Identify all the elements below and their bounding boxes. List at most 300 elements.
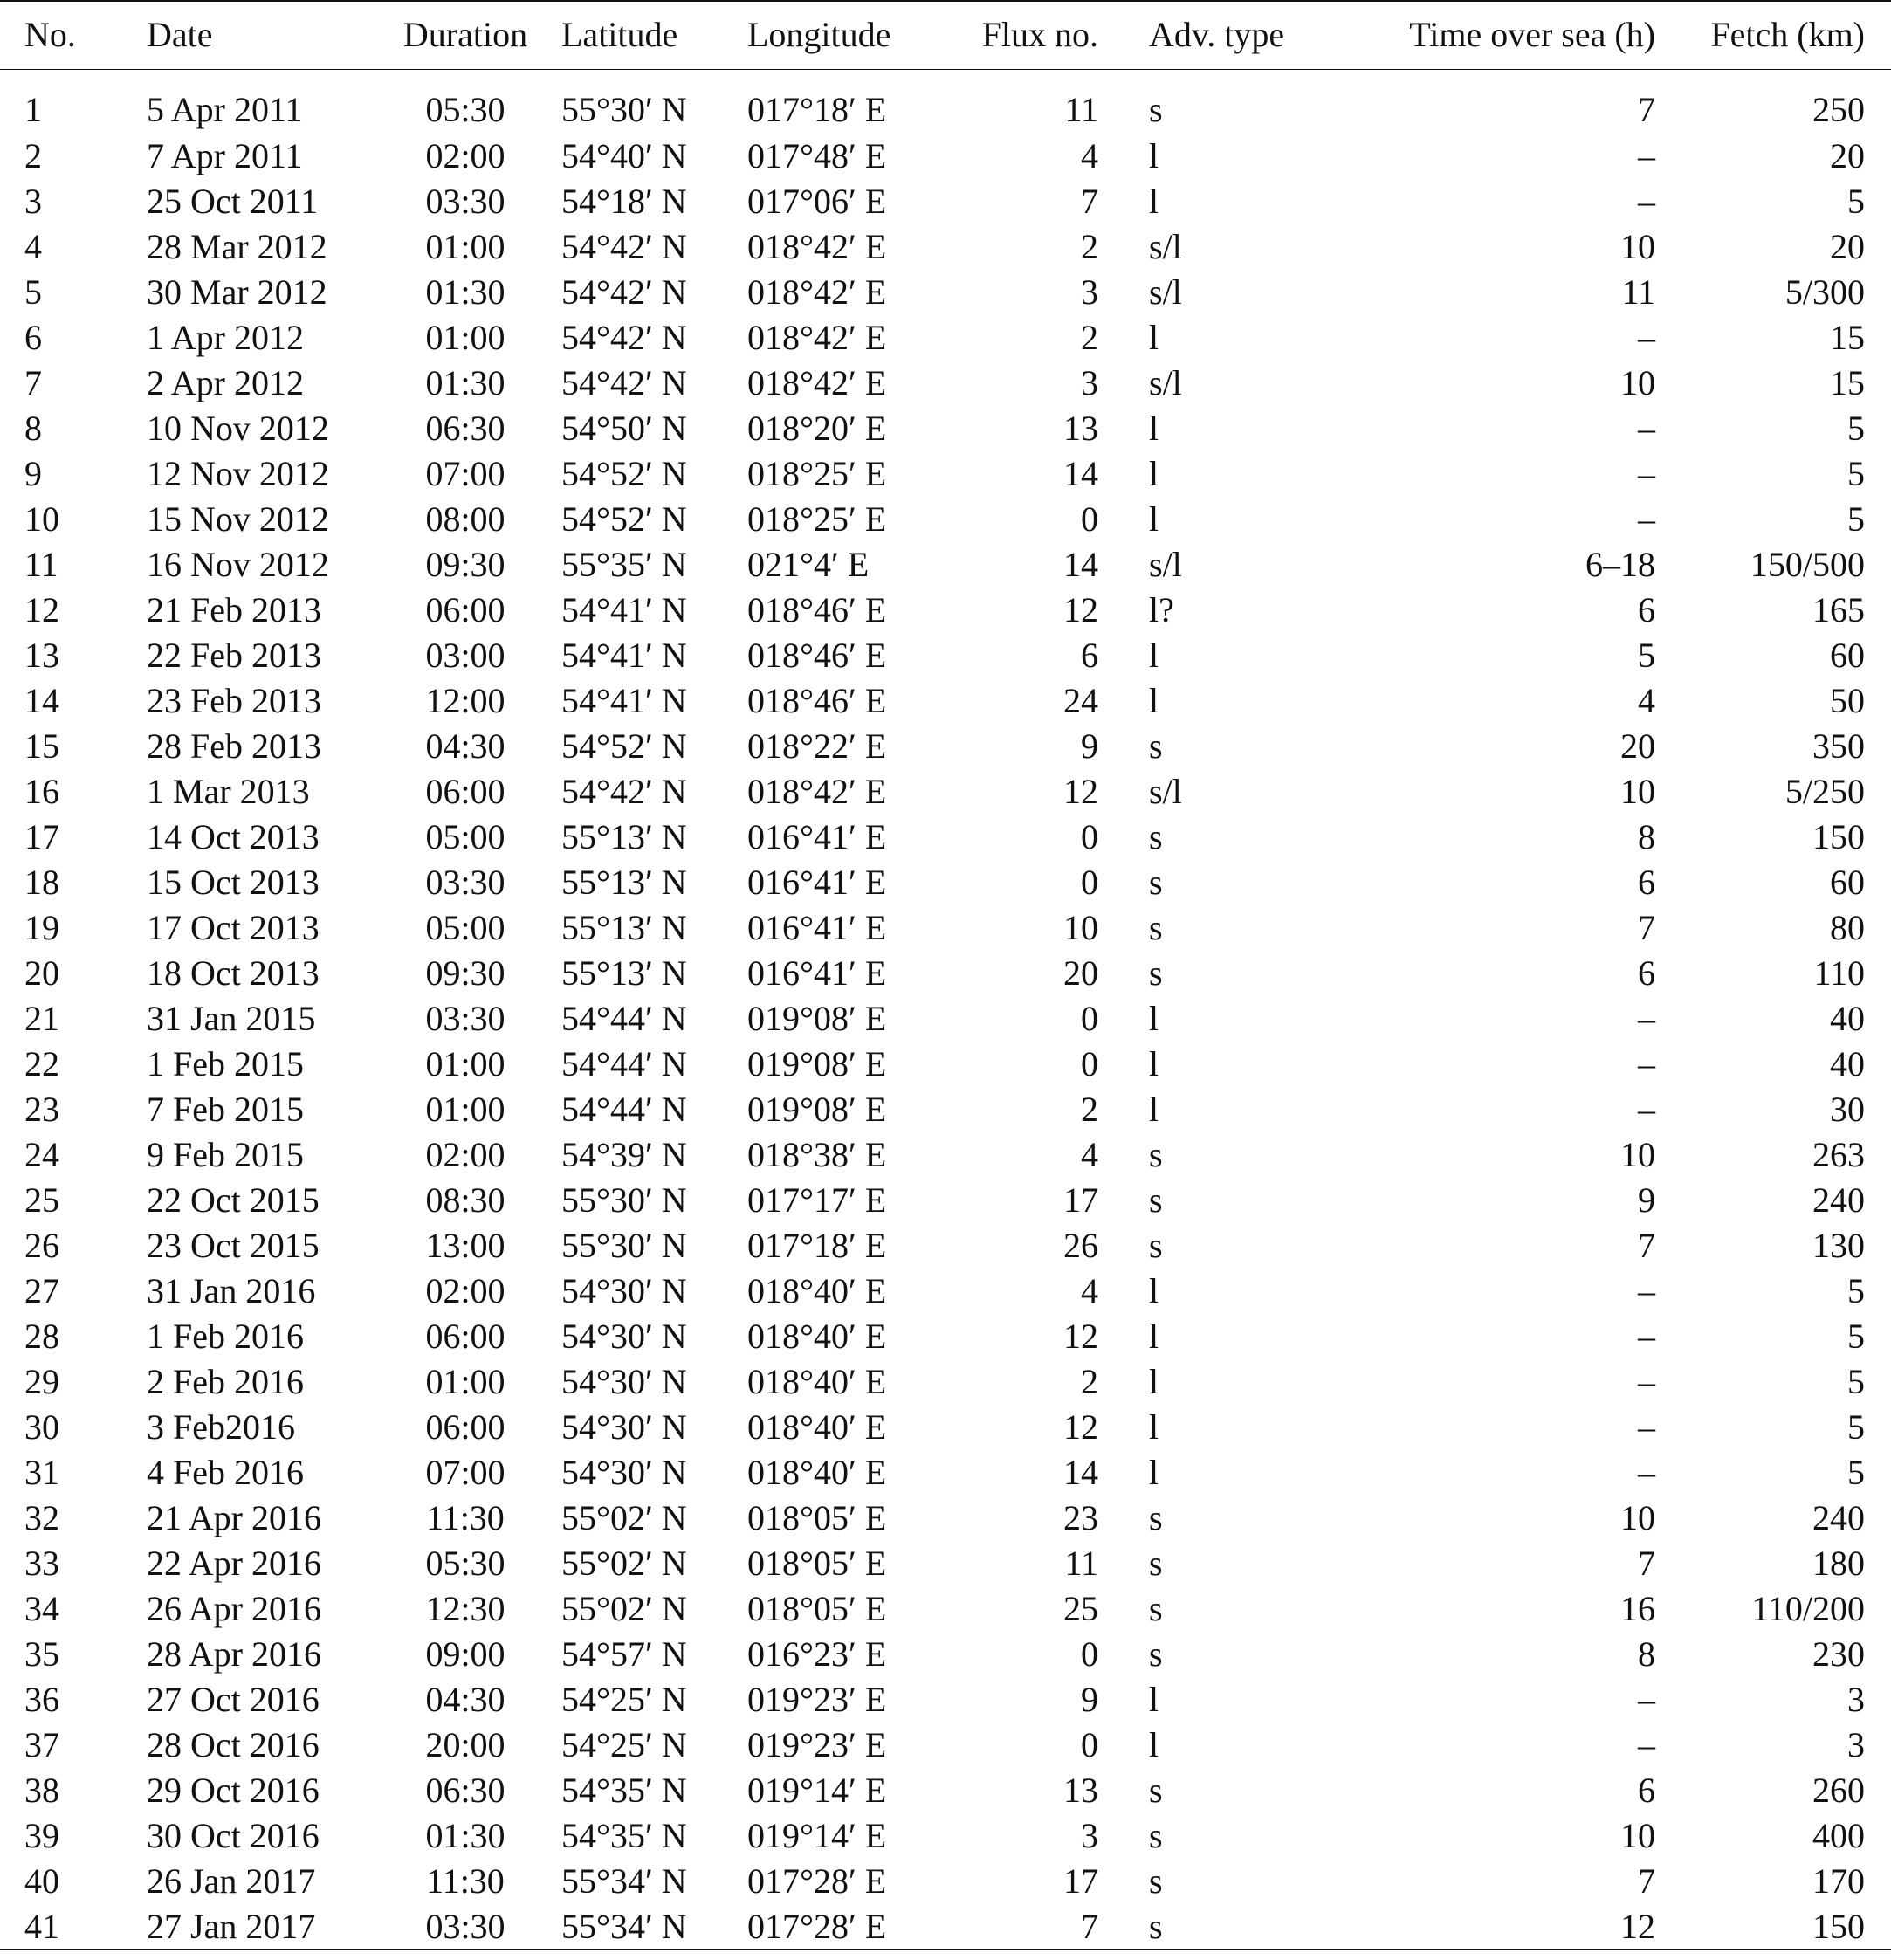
cell-fetch: 3: [1847, 1680, 1865, 1719]
cell-duration: 01:00: [425, 1362, 505, 1401]
cell-duration: 11:30: [426, 1861, 505, 1901]
cell-time-over-sea: 7: [1638, 1861, 1655, 1901]
table-row: [0, 69, 1891, 134]
cell-longitude: 016°23′ E: [747, 1634, 887, 1674]
cell-fetch: 263: [1812, 1135, 1865, 1174]
cell-flux-no: 24: [1063, 681, 1098, 720]
cell-flux-no: 0: [1081, 863, 1098, 902]
cell-no: 18: [24, 863, 59, 902]
cell-duration: 05:00: [425, 908, 505, 947]
cell-no: 20: [24, 953, 59, 993]
cell-latitude: 54°50′ N: [561, 409, 687, 448]
cell-longitude: 017°28′ E: [747, 1906, 887, 1946]
cell-latitude: 54°35′ N: [561, 1816, 687, 1855]
cell-time-over-sea: 10: [1620, 772, 1655, 811]
cell-date: 1 Apr 2012: [147, 318, 304, 357]
cell-latitude: 55°13′ N: [561, 908, 687, 947]
cell-date: 26 Apr 2016: [147, 1589, 321, 1628]
cell-flux-no: 4: [1081, 1271, 1098, 1310]
cell-adv-type: l: [1149, 999, 1159, 1038]
cell-fetch: 40: [1830, 1044, 1865, 1083]
cell-latitude: 55°13′ N: [561, 863, 687, 902]
cell-flux-no: 0: [1081, 1634, 1098, 1674]
cell-latitude: 54°42′ N: [561, 772, 687, 811]
cell-date: 27 Jan 2017: [147, 1906, 316, 1946]
cell-adv-type: s: [1149, 1544, 1163, 1583]
cell-time-over-sea: –: [1638, 1453, 1655, 1492]
table-row: [0, 996, 1891, 1042]
cell-latitude: 54°42′ N: [561, 318, 687, 357]
cell-fetch: 15: [1830, 363, 1865, 402]
cell-no: 21: [24, 999, 59, 1038]
cell-duration: 09:30: [425, 545, 505, 584]
cell-flux-no: 7: [1081, 1906, 1098, 1946]
cell-time-over-sea: 6–18: [1585, 545, 1655, 584]
cell-time-over-sea: –: [1638, 182, 1655, 221]
cell-duration: 20:00: [425, 1725, 505, 1764]
table-row: [0, 497, 1891, 542]
cell-date: 17 Oct 2013: [147, 908, 320, 947]
cell-longitude: 018°40′ E: [747, 1453, 887, 1492]
cell-time-over-sea: –: [1638, 409, 1655, 448]
table-row: [0, 1768, 1891, 1813]
cell-no: 26: [24, 1226, 59, 1265]
cell-latitude: 54°35′ N: [561, 1771, 687, 1810]
cell-longitude: 017°28′ E: [747, 1861, 887, 1901]
cell-date: 7 Feb 2015: [147, 1090, 304, 1129]
cell-no: 27: [24, 1271, 59, 1310]
table-row: [0, 724, 1891, 769]
cell-duration: 03:30: [425, 182, 505, 221]
table-row: [0, 1359, 1891, 1405]
cell-no: 13: [24, 636, 59, 675]
cell-date: 28 Apr 2016: [147, 1634, 321, 1674]
cell-no: 16: [24, 772, 59, 811]
cell-date: 28 Mar 2012: [147, 227, 327, 266]
table-row: [0, 1314, 1891, 1359]
cell-longitude: 018°25′ E: [747, 499, 887, 539]
header-longitude: Longitude: [747, 15, 891, 55]
cell-no: 33: [24, 1544, 59, 1583]
cell-date: 30 Mar 2012: [147, 272, 327, 312]
cell-time-over-sea: 10: [1620, 1816, 1655, 1855]
cell-adv-type: s: [1149, 1861, 1163, 1901]
cell-date: 23 Feb 2013: [147, 681, 321, 720]
cell-flux-no: 7: [1081, 182, 1098, 221]
cell-duration: 06:30: [425, 409, 505, 448]
header-adv-type: Adv. type: [1149, 15, 1285, 55]
cell-flux-no: 12: [1063, 1317, 1098, 1356]
cell-fetch: 60: [1830, 863, 1865, 902]
cell-date: 27 Oct 2016: [147, 1680, 320, 1719]
table-header: [0, 1, 1891, 69]
table-row: [0, 678, 1891, 724]
cell-date: 31 Jan 2016: [147, 1271, 316, 1310]
cell-fetch: 400: [1812, 1816, 1865, 1855]
cell-time-over-sea: –: [1638, 1317, 1655, 1356]
cell-flux-no: 4: [1081, 136, 1098, 175]
table-row: [0, 633, 1891, 678]
cell-date: 7 Apr 2011: [147, 136, 303, 175]
cell-time-over-sea: –: [1638, 999, 1655, 1038]
cell-no: 25: [24, 1180, 59, 1220]
cell-longitude: 018°05′ E: [747, 1498, 887, 1537]
cell-duration: 06:00: [425, 590, 505, 629]
cell-time-over-sea: 8: [1638, 817, 1655, 856]
cell-adv-type: s: [1149, 1226, 1163, 1265]
cell-no: 37: [24, 1725, 59, 1764]
cell-longitude: 018°40′ E: [747, 1271, 887, 1310]
cell-adv-type: s: [1149, 1816, 1163, 1855]
cell-adv-type: s: [1149, 863, 1163, 902]
cell-duration: 06:00: [425, 1407, 505, 1447]
table-row: [0, 1677, 1891, 1723]
cell-flux-no: 14: [1063, 545, 1098, 584]
cell-adv-type: s: [1149, 953, 1163, 993]
cell-date: 3 Feb2016: [147, 1407, 295, 1447]
cell-no: 39: [24, 1816, 59, 1855]
cell-fetch: 110: [1813, 953, 1865, 993]
cell-latitude: 55°02′ N: [561, 1498, 687, 1537]
cell-adv-type: l: [1149, 1362, 1159, 1401]
cell-time-over-sea: –: [1638, 1680, 1655, 1719]
cell-adv-type: s: [1149, 726, 1163, 766]
header-date: Date: [147, 15, 213, 55]
cell-latitude: 55°13′ N: [561, 953, 687, 993]
cell-no: 31: [24, 1453, 59, 1492]
cell-fetch: 80: [1830, 908, 1865, 947]
cell-time-over-sea: 16: [1620, 1589, 1655, 1628]
table-row: [0, 179, 1891, 224]
cell-duration: 09:30: [425, 953, 505, 993]
cell-adv-type: l: [1149, 636, 1159, 675]
cell-fetch: 5: [1847, 1453, 1865, 1492]
cell-no: 8: [24, 409, 42, 448]
cell-fetch: 60: [1830, 636, 1865, 675]
cell-time-over-sea: 10: [1620, 363, 1655, 402]
cell-no: 15: [24, 726, 59, 766]
cell-duration: 01:30: [425, 1816, 505, 1855]
cell-date: 1 Feb 2016: [147, 1317, 304, 1356]
cell-fetch: 40: [1830, 999, 1865, 1038]
cell-duration: 12:00: [425, 681, 505, 720]
cell-time-over-sea: 7: [1638, 908, 1655, 947]
header-duration: Duration: [402, 15, 528, 55]
cell-longitude: 018°40′ E: [747, 1407, 887, 1447]
cell-no: 41: [24, 1906, 59, 1946]
cell-adv-type: s: [1149, 1180, 1163, 1220]
cell-duration: 03:00: [425, 636, 505, 675]
cell-adv-type: s: [1149, 817, 1163, 856]
cell-adv-type: s: [1149, 1135, 1163, 1174]
cell-no: 40: [24, 1861, 59, 1901]
cell-time-over-sea: 9: [1638, 1180, 1655, 1220]
cell-adv-type: l: [1149, 1725, 1159, 1764]
cell-fetch: 180: [1812, 1544, 1865, 1583]
header-flux-no: Flux no.: [981, 15, 1098, 55]
table-row: [0, 905, 1891, 951]
cell-longitude: 017°17′ E: [747, 1180, 887, 1220]
table-row: [0, 361, 1891, 406]
cell-no: 7: [24, 363, 42, 402]
table-row: [0, 1450, 1891, 1496]
cell-date: 28 Oct 2016: [147, 1725, 320, 1764]
table-row: [0, 224, 1891, 270]
cell-flux-no: 11: [1064, 90, 1098, 130]
cell-longitude: 019°14′ E: [747, 1771, 887, 1810]
cell-no: 19: [24, 908, 59, 947]
cell-latitude: 54°39′ N: [561, 1135, 687, 1174]
cell-flux-no: 23: [1063, 1498, 1098, 1537]
cell-time-over-sea: 6: [1638, 863, 1655, 902]
cell-longitude: 018°40′ E: [747, 1317, 887, 1356]
cell-time-over-sea: –: [1638, 1090, 1655, 1129]
cell-latitude: 54°44′ N: [561, 1044, 687, 1083]
table-row: [0, 270, 1891, 315]
cell-latitude: 54°52′ N: [561, 499, 687, 539]
cell-flux-no: 6: [1081, 636, 1098, 675]
cell-latitude: 54°44′ N: [561, 999, 687, 1038]
cell-latitude: 54°42′ N: [561, 272, 687, 312]
cell-longitude: 019°14′ E: [747, 1816, 887, 1855]
cell-longitude: 017°48′ E: [747, 136, 887, 175]
cell-latitude: 55°34′ N: [561, 1906, 687, 1946]
cell-flux-no: 3: [1081, 1816, 1098, 1855]
cell-fetch: 5/300: [1784, 272, 1865, 312]
cell-adv-type: l: [1149, 136, 1159, 175]
cell-longitude: 019°08′ E: [747, 999, 887, 1038]
table-row: [0, 1632, 1891, 1677]
cell-duration: 02:00: [425, 1135, 505, 1174]
cell-longitude: 018°25′ E: [747, 454, 887, 493]
cell-fetch: 5: [1847, 1317, 1865, 1356]
cell-no: 38: [24, 1771, 59, 1810]
cell-adv-type: s: [1149, 1589, 1163, 1628]
cell-adv-type: s: [1149, 90, 1163, 130]
cell-flux-no: 0: [1081, 499, 1098, 539]
cell-flux-no: 26: [1063, 1226, 1098, 1265]
cell-flux-no: 9: [1081, 726, 1098, 766]
cell-latitude: 55°13′ N: [561, 817, 687, 856]
cell-longitude: 018°42′ E: [747, 227, 887, 266]
cell-time-over-sea: 10: [1620, 227, 1655, 266]
cell-flux-no: 2: [1081, 1090, 1098, 1129]
cell-duration: 13:00: [425, 1226, 505, 1265]
cell-adv-type: l?: [1149, 590, 1174, 629]
cell-no: 23: [24, 1090, 59, 1129]
cell-duration: 06:30: [425, 1771, 505, 1810]
cell-adv-type: l: [1149, 409, 1159, 448]
cell-longitude: 016°41′ E: [747, 953, 887, 993]
cell-latitude: 54°42′ N: [561, 227, 687, 266]
table-row: [0, 1859, 1891, 1904]
cell-time-over-sea: 10: [1620, 1498, 1655, 1537]
table-row: [0, 1269, 1891, 1314]
table-row: [0, 951, 1891, 996]
cell-flux-no: 12: [1063, 772, 1098, 811]
cell-date: 5 Apr 2011: [147, 90, 303, 130]
cell-fetch: 20: [1830, 227, 1865, 266]
cell-date: 10 Nov 2012: [147, 409, 329, 448]
cell-no: 34: [24, 1589, 59, 1628]
cell-fetch: 250: [1812, 90, 1865, 130]
cell-time-over-sea: 10: [1620, 1135, 1655, 1174]
cell-longitude: 019°23′ E: [747, 1725, 887, 1764]
cell-latitude: 55°30′ N: [561, 90, 687, 130]
cell-date: 25 Oct 2011: [147, 182, 319, 221]
cell-adv-type: s/l: [1149, 272, 1182, 312]
cell-fetch: 130: [1812, 1226, 1865, 1265]
cell-flux-no: 17: [1063, 1861, 1098, 1901]
cell-latitude: 54°41′ N: [561, 681, 687, 720]
cell-time-over-sea: –: [1638, 1044, 1655, 1083]
cell-fetch: 165: [1812, 590, 1865, 629]
cell-fetch: 150: [1812, 1906, 1865, 1946]
cell-fetch: 5: [1847, 1271, 1865, 1310]
cell-flux-no: 0: [1081, 817, 1098, 856]
table-row: [0, 1904, 1891, 1950]
cell-time-over-sea: 11: [1621, 272, 1655, 312]
cell-time-over-sea: 20: [1620, 726, 1655, 766]
cell-flux-no: 2: [1081, 1362, 1098, 1401]
cell-no: 32: [24, 1498, 59, 1537]
cell-flux-no: 11: [1064, 1544, 1098, 1583]
cell-flux-no: 12: [1063, 590, 1098, 629]
header-no: No.: [24, 15, 76, 55]
cell-latitude: 54°30′ N: [561, 1362, 687, 1401]
cell-adv-type: s/l: [1149, 545, 1182, 584]
header-latitude: Latitude: [561, 15, 678, 55]
cell-longitude: 018°42′ E: [747, 772, 887, 811]
cell-latitude: 54°30′ N: [561, 1271, 687, 1310]
cell-adv-type: l: [1149, 1407, 1159, 1447]
cell-duration: 05:30: [425, 1544, 505, 1583]
cell-time-over-sea: –: [1638, 318, 1655, 357]
cell-no: 17: [24, 817, 59, 856]
cell-date: 12 Nov 2012: [147, 454, 329, 493]
cell-flux-no: 14: [1063, 1453, 1098, 1492]
header-fetch: Fetch (km): [1710, 15, 1865, 55]
cell-adv-type: l: [1149, 499, 1159, 539]
cell-no: 1: [24, 90, 42, 130]
cell-fetch: 5: [1847, 499, 1865, 539]
table-row: [0, 860, 1891, 905]
cell-longitude: 018°05′ E: [747, 1589, 887, 1628]
cell-time-over-sea: 6: [1638, 1771, 1655, 1810]
cell-date: 28 Feb 2013: [147, 726, 321, 766]
cell-longitude: 019°08′ E: [747, 1044, 887, 1083]
cell-time-over-sea: –: [1638, 1407, 1655, 1447]
cell-no: 12: [24, 590, 59, 629]
cell-longitude: 016°41′ E: [747, 817, 887, 856]
cell-flux-no: 12: [1063, 1407, 1098, 1447]
cell-flux-no: 4: [1081, 1135, 1098, 1174]
cell-time-over-sea: –: [1638, 1725, 1655, 1764]
cell-adv-type: s/l: [1149, 772, 1182, 811]
cell-adv-type: s: [1149, 1498, 1163, 1537]
cell-longitude: 018°20′ E: [747, 409, 887, 448]
cell-latitude: 54°41′ N: [561, 590, 687, 629]
cell-time-over-sea: –: [1638, 454, 1655, 493]
cell-date: 22 Feb 2013: [147, 636, 321, 675]
cell-longitude: 018°40′ E: [747, 1362, 887, 1401]
cell-date: 15 Nov 2012: [147, 499, 329, 539]
cell-no: 6: [24, 318, 42, 357]
cell-no: 2: [24, 136, 42, 175]
cell-date: 21 Apr 2016: [147, 1498, 321, 1537]
cell-latitude: 54°30′ N: [561, 1453, 687, 1492]
table-row: [0, 588, 1891, 633]
cell-no: 5: [24, 272, 42, 312]
cell-duration: 02:00: [425, 136, 505, 175]
cell-longitude: 021°4′ E: [747, 545, 870, 584]
cell-no: 24: [24, 1135, 59, 1174]
cell-adv-type: l: [1149, 1317, 1159, 1356]
cell-duration: 08:30: [425, 1180, 505, 1220]
cell-latitude: 55°30′ N: [561, 1226, 687, 1265]
cell-duration: 03:30: [425, 999, 505, 1038]
table-row: [0, 542, 1891, 588]
cell-latitude: 54°30′ N: [561, 1407, 687, 1447]
cell-flux-no: 10: [1063, 908, 1098, 947]
cell-duration: 11:30: [426, 1498, 505, 1537]
cell-no: 29: [24, 1362, 59, 1401]
cell-duration: 08:00: [425, 499, 505, 539]
cell-longitude: 018°42′ E: [747, 363, 887, 402]
cell-date: 14 Oct 2013: [147, 817, 320, 856]
cell-latitude: 54°52′ N: [561, 726, 687, 766]
cell-no: 9: [24, 454, 42, 493]
cell-time-over-sea: 8: [1638, 1634, 1655, 1674]
header-time-over-sea: Time over sea (h): [1409, 15, 1655, 55]
cell-fetch: 5: [1847, 1362, 1865, 1401]
cell-longitude: 017°18′ E: [747, 1226, 887, 1265]
table-row: [0, 315, 1891, 361]
cell-fetch: 5: [1847, 182, 1865, 221]
table-row: [0, 134, 1891, 179]
cell-adv-type: l: [1149, 454, 1159, 493]
cell-no: 10: [24, 499, 59, 539]
cell-latitude: 54°25′ N: [561, 1725, 687, 1764]
table-row: [0, 1586, 1891, 1632]
cell-time-over-sea: 6: [1638, 590, 1655, 629]
cell-adv-type: l: [1149, 681, 1159, 720]
cell-latitude: 54°18′ N: [561, 182, 687, 221]
cell-date: 9 Feb 2015: [147, 1135, 304, 1174]
cell-fetch: 20: [1830, 136, 1865, 175]
cell-longitude: 016°41′ E: [747, 863, 887, 902]
cell-adv-type: s: [1149, 1634, 1163, 1674]
cell-latitude: 54°41′ N: [561, 636, 687, 675]
cell-adv-type: l: [1149, 182, 1159, 221]
cell-fetch: 170: [1812, 1861, 1865, 1901]
table-row: [0, 1541, 1891, 1586]
cell-time-over-sea: –: [1638, 499, 1655, 539]
cell-no: 22: [24, 1044, 59, 1083]
cell-date: 22 Apr 2016: [147, 1544, 321, 1583]
table-row: [0, 1178, 1891, 1223]
cell-date: 1 Feb 2015: [147, 1044, 304, 1083]
cell-no: 11: [24, 545, 58, 584]
cell-latitude: 54°44′ N: [561, 1090, 687, 1129]
cell-duration: 05:00: [425, 817, 505, 856]
cell-fetch: 240: [1812, 1498, 1865, 1537]
table-row: [0, 1405, 1891, 1450]
cell-fetch: 5: [1847, 454, 1865, 493]
table-row: [0, 815, 1891, 860]
cell-flux-no: 17: [1063, 1180, 1098, 1220]
cell-latitude: 55°34′ N: [561, 1861, 687, 1901]
